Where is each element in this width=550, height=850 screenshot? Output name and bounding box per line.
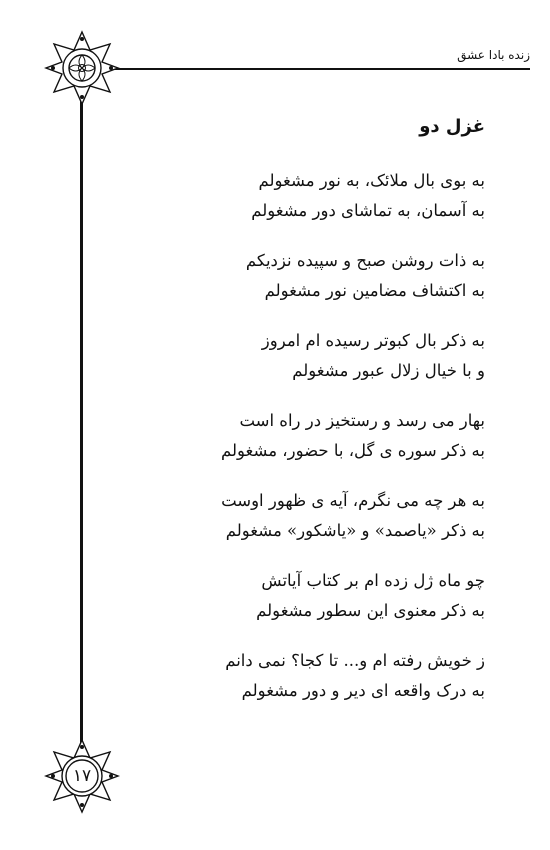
verse-line: به ذکر سوره ی گل، با حضور، مشغولم xyxy=(220,441,485,460)
stanza xyxy=(85,166,485,226)
verse-line: به آسمان، به تماشای دور مشغولم xyxy=(251,201,485,220)
frame-top-rule xyxy=(110,68,530,70)
stanza xyxy=(85,566,485,626)
verse-line: به ذات روشن صبح و سپیده نزدیکم xyxy=(245,251,485,270)
stanza xyxy=(85,246,485,306)
verse-line: به هر چه می نگرم، آیه ی ظهور اوست xyxy=(221,491,485,510)
running-header-title: زنده بادا عشق xyxy=(457,48,530,62)
verse-line: ز خویش رفته ام و... تا کجا؟ نمی دانم xyxy=(225,651,485,670)
verse-line: بهار می رسد و رستخیز در راه است xyxy=(239,411,485,430)
verse-line: به ذکر «یاصمد» و «یاشکور» مشغولم xyxy=(225,521,485,540)
frame-side-rule xyxy=(80,96,83,746)
star-medallion-icon xyxy=(44,30,120,106)
verse-line: و با خیال زلال عبور مشغولم xyxy=(292,361,485,380)
stanza xyxy=(85,326,485,386)
verse-line: به ذکر معنوی این سطور مشغولم xyxy=(256,601,485,620)
verse-line: به اکتشاف مضامین نور مشغولم xyxy=(264,281,485,300)
poem-page-body xyxy=(85,112,485,726)
stanza xyxy=(85,486,485,546)
page-number: ۱۷ xyxy=(72,766,92,786)
verse-line: چو ماه ژل زده ام بر کتاب آیاتش xyxy=(261,571,485,590)
poem-title: غزل دو xyxy=(419,116,485,137)
stanza xyxy=(85,406,485,466)
verse-line: به درک واقعه ای دیر و دور مشغولم xyxy=(241,681,485,700)
stanza xyxy=(85,646,485,706)
verse-line: به ذکر بال کبوتر رسیده ام امروز xyxy=(261,331,485,350)
verse-line: به بوی بال ملائک، به نور مشغولم xyxy=(258,171,485,190)
